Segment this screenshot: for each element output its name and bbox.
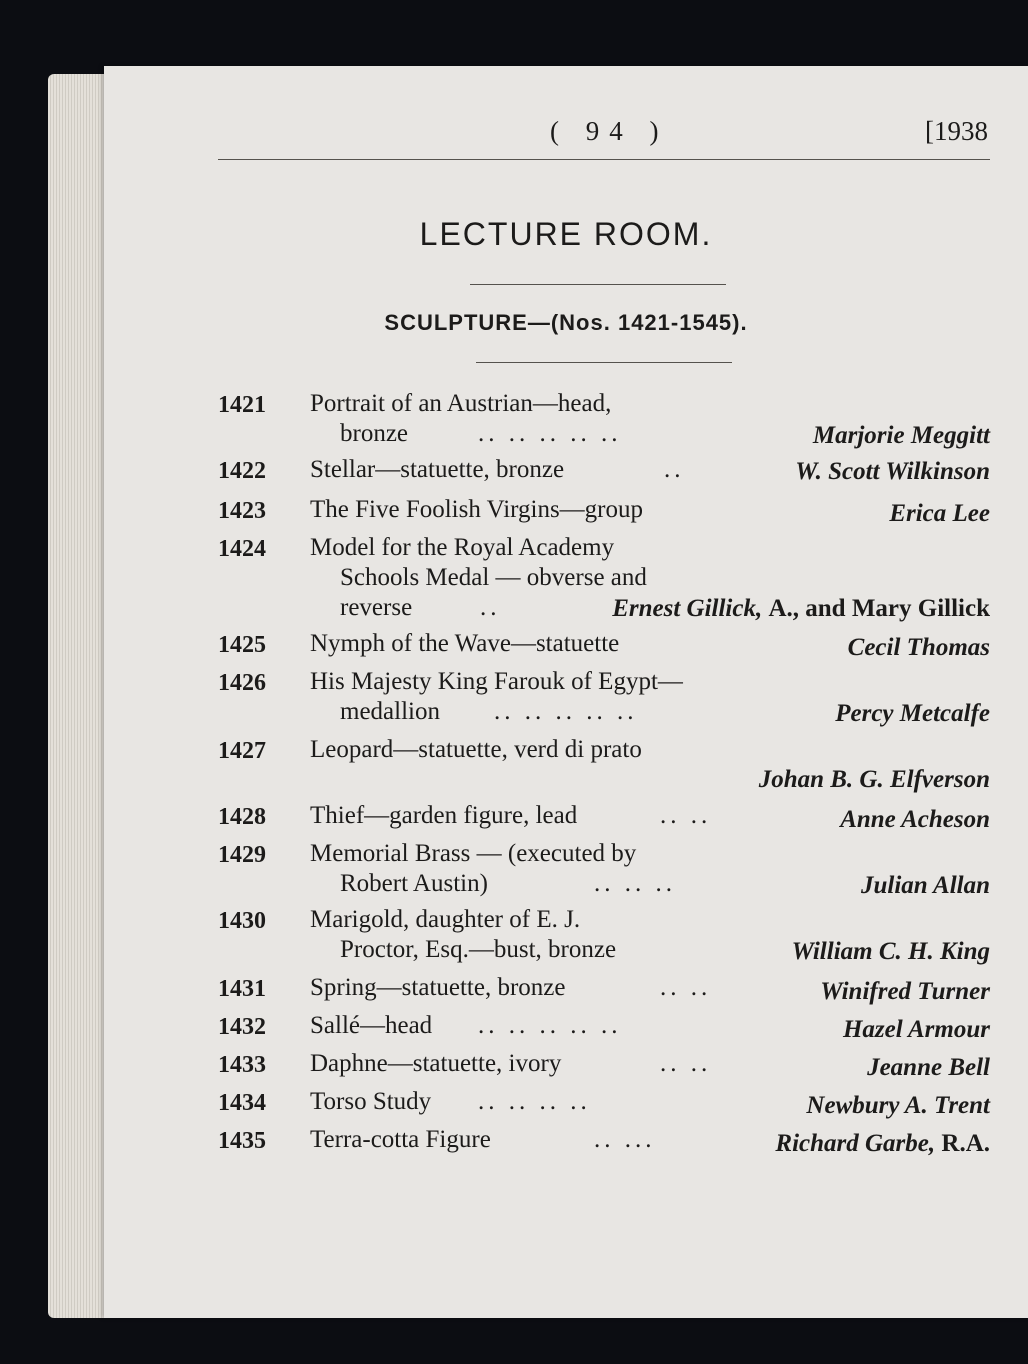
- entry-title-line: Model for the Royal Academy: [310, 534, 615, 561]
- entry-number: 1433: [218, 1052, 266, 1078]
- entry-title-line: bronze: [340, 420, 409, 447]
- leader-dots: .. ..: [660, 1050, 712, 1077]
- entry-number: 1427: [218, 738, 266, 764]
- entry-number: 1424: [218, 536, 266, 562]
- entry-title-line: The Five Foolish Virgins—group: [310, 496, 644, 523]
- entry-artist: William C. H. King: [791, 938, 990, 965]
- entry-artist: [612, 595, 990, 623]
- entry-artist-suffix: R.A.: [941, 1130, 990, 1157]
- entry-number: 1423: [218, 498, 266, 524]
- entry-title-line: Thief—garden figure, lead: [310, 802, 578, 829]
- entry-number: 1432: [218, 1014, 266, 1040]
- entry-title-line: Schools Medal — obverse and: [340, 564, 647, 591]
- entry-title-line: Sallé—head: [310, 1012, 433, 1039]
- leader-dots: .. .. .. .. ..: [478, 1012, 622, 1039]
- entry-number: 1431: [218, 976, 266, 1002]
- entry-number: 1426: [218, 670, 266, 696]
- entry-artist: Jeanne Bell: [867, 1054, 990, 1081]
- entry-title-line: Leopard—statuette, verd di prato: [310, 736, 642, 763]
- entry-title-line: Stellar—statuette, bronze: [310, 456, 565, 483]
- entry-title-line: Torso Study: [310, 1088, 432, 1115]
- catalogue-page: [104, 66, 1028, 1318]
- entry-title-line: Terra-cotta Figure: [310, 1126, 491, 1153]
- room-title: LECTURE ROOM.: [419, 216, 713, 252]
- entry-artist: Cecil Thomas: [847, 634, 990, 661]
- entry-title-line: Daphne—statuette, ivory: [310, 1050, 562, 1077]
- entry-number: 1422: [218, 458, 266, 484]
- page-number: ( 94 ): [550, 116, 669, 146]
- entry-artist: Johan B. G. Elfverson: [758, 766, 990, 793]
- entry-artist-name: Richard Garbe,: [775, 1130, 936, 1157]
- entry-artist: Newbury A. Trent: [806, 1092, 990, 1119]
- entry-number: 1425: [218, 632, 266, 658]
- entry-title-line: Proctor, Esq.—bust, bronze: [340, 936, 617, 963]
- entry-number: 1429: [218, 842, 266, 868]
- entry-number: 1434: [218, 1090, 266, 1116]
- entry-title-line: medallion: [340, 698, 440, 725]
- entry-title-line: Portrait of an Austrian—head,: [310, 390, 612, 417]
- leader-dots: .. .. ..: [594, 870, 676, 897]
- entry-title-line: Nymph of the Wave—statuette: [310, 630, 620, 657]
- entry-number: 1430: [218, 908, 266, 934]
- entry-list: [104, 66, 1028, 1318]
- leader-dots: .. ..: [660, 974, 712, 1001]
- book-page-edges: [48, 74, 108, 1318]
- entry-artist: W. Scott Wilkinson: [795, 458, 990, 485]
- leader-dots: .. ...: [594, 1126, 656, 1153]
- entry-title-line: reverse: [340, 594, 413, 621]
- leader-dots: ..: [664, 456, 685, 483]
- entry-title-line: Marigold, daughter of E. J.: [310, 906, 581, 933]
- entry-title-line: His Majesty King Farouk of Egypt—: [310, 668, 683, 695]
- section-heading: SCULPTURE—(Nos. 1421-1545).: [384, 310, 748, 335]
- entry-title-line: Memorial Brass — (executed by: [310, 840, 637, 867]
- leader-dots: .. .. .. .. ..: [494, 698, 638, 725]
- entry-artist: Percy Metcalfe: [835, 700, 990, 727]
- leader-dots: .. .. .. ..: [478, 1088, 591, 1115]
- entry-title-line: Robert Austin): [340, 870, 488, 897]
- entry-artist: Hazel Armour: [842, 1016, 990, 1043]
- entry-artist-name: Ernest Gillick,: [612, 595, 763, 622]
- entry-artist: Winifred Turner: [820, 978, 990, 1005]
- entry-artist-suffix: A., and Mary Gillick: [768, 595, 990, 622]
- leader-dots: .. ..: [660, 802, 712, 829]
- leader-dots: ..: [480, 594, 501, 621]
- entry-number: 1421: [218, 392, 266, 418]
- entry-number: 1428: [218, 804, 266, 830]
- entry-artist: Marjorie Meggitt: [812, 422, 990, 449]
- entry-artist: Julian Allan: [861, 872, 990, 899]
- entry-artist: Erica Lee: [889, 500, 990, 527]
- entry-title-line: Spring—statuette, bronze: [310, 974, 566, 1001]
- year-marker: [1938: [925, 116, 988, 146]
- leader-dots: .. .. .. .. ..: [478, 420, 622, 447]
- entry-artist: [775, 1130, 990, 1158]
- entry-number: 1435: [218, 1128, 266, 1154]
- entry-artist: Anne Acheson: [840, 806, 990, 833]
